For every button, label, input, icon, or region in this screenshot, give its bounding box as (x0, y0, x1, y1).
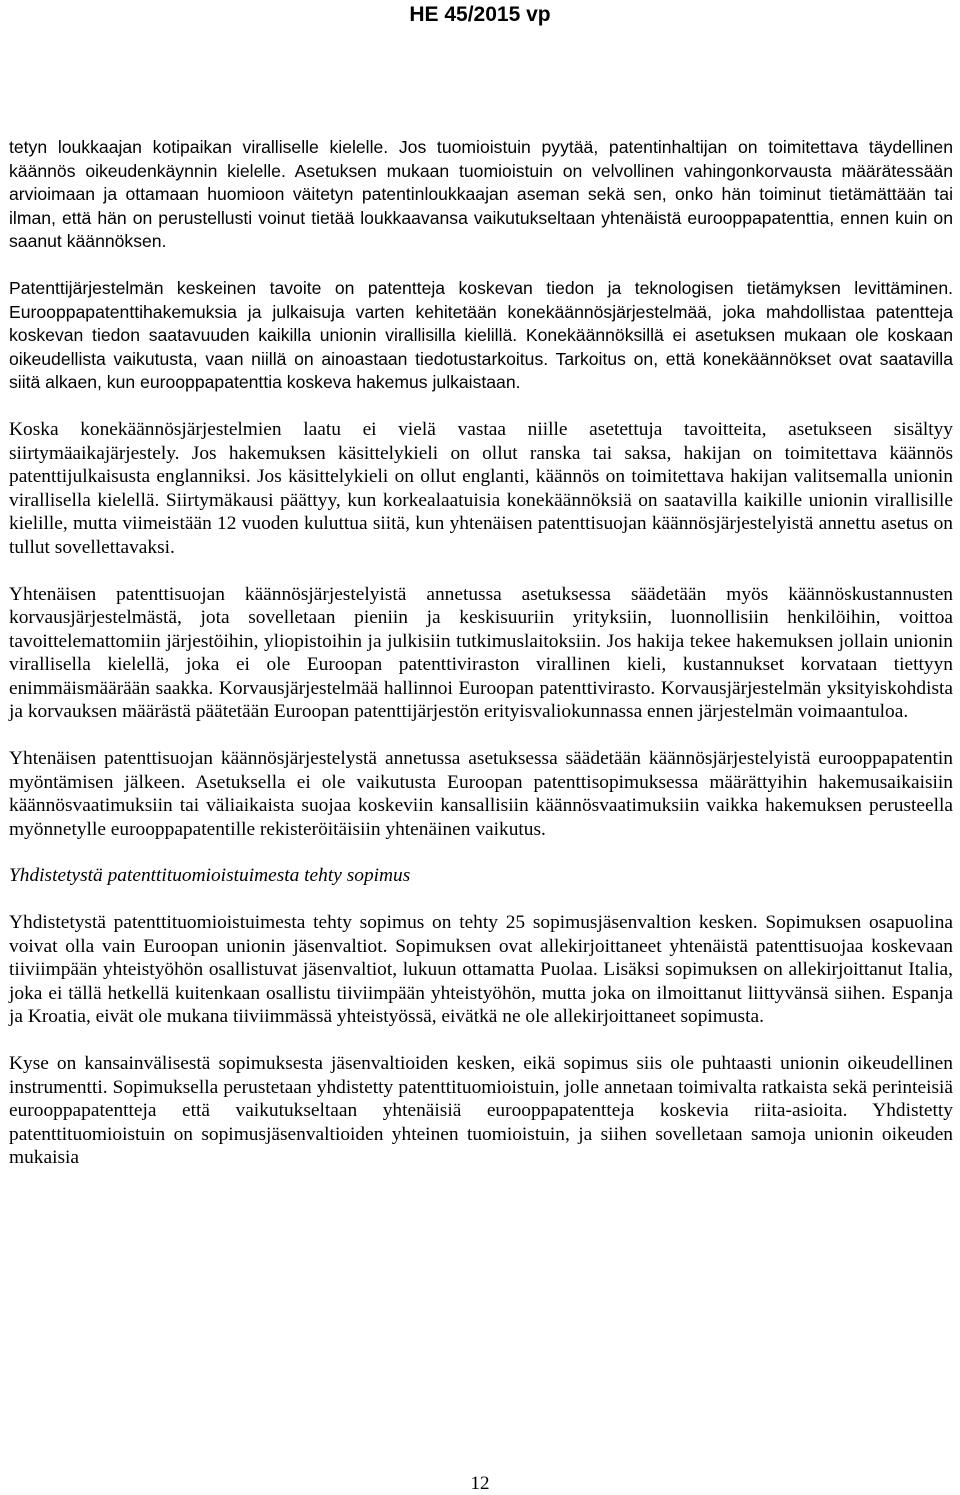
paragraph-1: tetyn loukkaajan kotipaikan viralliselle kielelle. Jos tuomioistuin pyytää, patentinhaltijan on toimitettava täydellinen käännös oikeudenkäynnin kielelle. Asetuksen mukaan tuomioistuin on velvollinen vahingonkorvausta määrätessään arvioimaan ja ottamaan huomioon väitetyn patentinloukkaajan aseman sekä sen, onko hän toiminut tietämättään tai ilman, että hän on perustellusti voinut tietää loukkaavansa vaikutukseltaan yhtenäistä eurooppapatenttia, ennen kuin on saanut käännöksen. (9, 137, 953, 252)
page-number: 12 (470, 1473, 490, 1494)
document-body (9, 136, 953, 1193)
paragraph-5: Yhtenäisen patenttisuojan käännösjärjestelystä annetussa asetuksessa säädetään käännösjärjestelyistä eurooppapatentin myöntämisen jälkeen. Asetuksella ei ole vaikutusta Euroopan patenttisopimuksessa määrättyihin hakemusaikaisiin käännösvaatimuksiin tai väliaikaista suojaa koskeviin kansallisiin käännösvaatimuksiin vaikka hakemuksen perusteella myönnetylle eurooppapatentille rekisteröitäisiin yhtenäinen vaikutus. (9, 748, 953, 840)
paragraph-3: Koska konekäännösjärjestelmien laatu ei vielä vastaa niille asetettuja tavoitteita, asetukseen sisältyy siirtymäaikajärjestely. Jos hakemuksen käsittelykieli on ollut ranska tai saksa, hakijan on toimitettava käännös patenttijulkaisusta englanniksi. Jos käsittelykieli on ollut englanti, käännös on toimitettava hakijan valitsemalla unionin virallisella kielellä. Siirtymäkausi päättyy, kun korkealaatuisia konekäännöksiä on saatavilla kaikille unionin virallisille kielille, mutta viimeistään 12 vuoden kuluttua siitä, kun yhtenäisen patenttisuojan käännösjärjestelyistä annettu asetus on tullut sovellettavaksi. (9, 418, 953, 558)
document-header: HE 45/2015 vp (409, 3, 551, 26)
paragraph-2: Patenttijärjestelmän keskeinen tavoite on patentteja koskevan tiedon ja teknologisen tietämyksen levittäminen. Eurooppapatenttihakemuksia ja julkaisuja varten kehitetään konekäännösjärjestelmää, joka mahdollistaa patentteja koskevan tiedon saatavuuden kaikilla unionin virallisilla kielillä. Konekäännöksillä ei asetuksen mukaan ole koskaan oikeudellista vaikutusta, vaan niillä on ainoastaan tiedotustarkoitus. Tarkoitus on, että konekäännökset ovat saatavilla siitä alkaen, kun eurooppapatenttia koskeva hakemus julkaistaan. (9, 277, 953, 393)
section-heading: Yhdistetystä patenttituomioistuimesta tehty sopimus (9, 865, 411, 887)
section-paragraph-2: Kyse on kansainvälisestä sopimuksesta jäsenvaltioiden kesken, eikä sopimus siis ole puhtaasti unionin oikeudellinen instrumentti. Sopimuksella perustetaan yhdistetty patenttituomioistuin, jolle annetaan toimivalta ratkaista sekä perinteisiä eurooppapatentteja että vaikutukseltaan yhtenäisiä eurooppapatentteja koskevia riita-asioita. Yhdistetty patenttituomioistuin on sopimusjäsenvaltioiden yhteinen tuomioistuin, ja siihen sovelletaan samoja unionin oikeuden mukaisia (9, 1053, 953, 1169)
paragraph-4: Yhtenäisen patenttisuojan käännösjärjestelyistä annetussa asetuksessa säädetään myös käännöskustannusten korvausjärjestelmästä, jota sovelletaan pieniin ja keskisuuriin yrityksiin, luonnollisiin henkilöihin, voittoa tavoittelemattomiin järjestöihin, yliopistoihin ja julkisiin tutkimuslaitoksiin. Jos hakija tekee hakemuksen jollain unionin virallisella kielellä, joka ei ole Euroopan patenttiviraston virallinen kieli, kustannukset korvataan tiettyyn enimmäismäärään saakka. Korvausjärjestelmää hallinnoi Euroopan patenttivirasto. Korvausjärjestelmän yksityiskohdista ja korvauksen määrästä päätetään Euroopan patenttijärjestön erityisvaliokunnassa ennen järjestelmän voimaantuloa. (9, 583, 953, 723)
section-paragraph-1: Yhdistetystä patenttituomioistuimesta tehty sopimus on tehty 25 sopimusjäsenvaltion kesken. Sopimuksen osapuolina voivat olla vain Euroopan unionin jäsenvaltiot. Sopimuksen ovat allekirjoittaneet yhtenäistä patenttisuojaa koskevaan tiiviimpään yhteistyöhön osallistuvat jäsenvaltiot, lukuun ottamatta Puolaa. Lisäksi sopimuksen on allekirjoittanut Italia, joka ei tällä hetkellä kuitenkaan osallistu tiiviimpään yhteistyöhön, mutta joka on ilmoittanut liittyvänsä siihen. Espanja ja Kroatia, eivät ole mukana tiiviimmässä yhteistyössä, eivätkä ne ole allekirjoittaneet sopimusta. (9, 912, 953, 1028)
